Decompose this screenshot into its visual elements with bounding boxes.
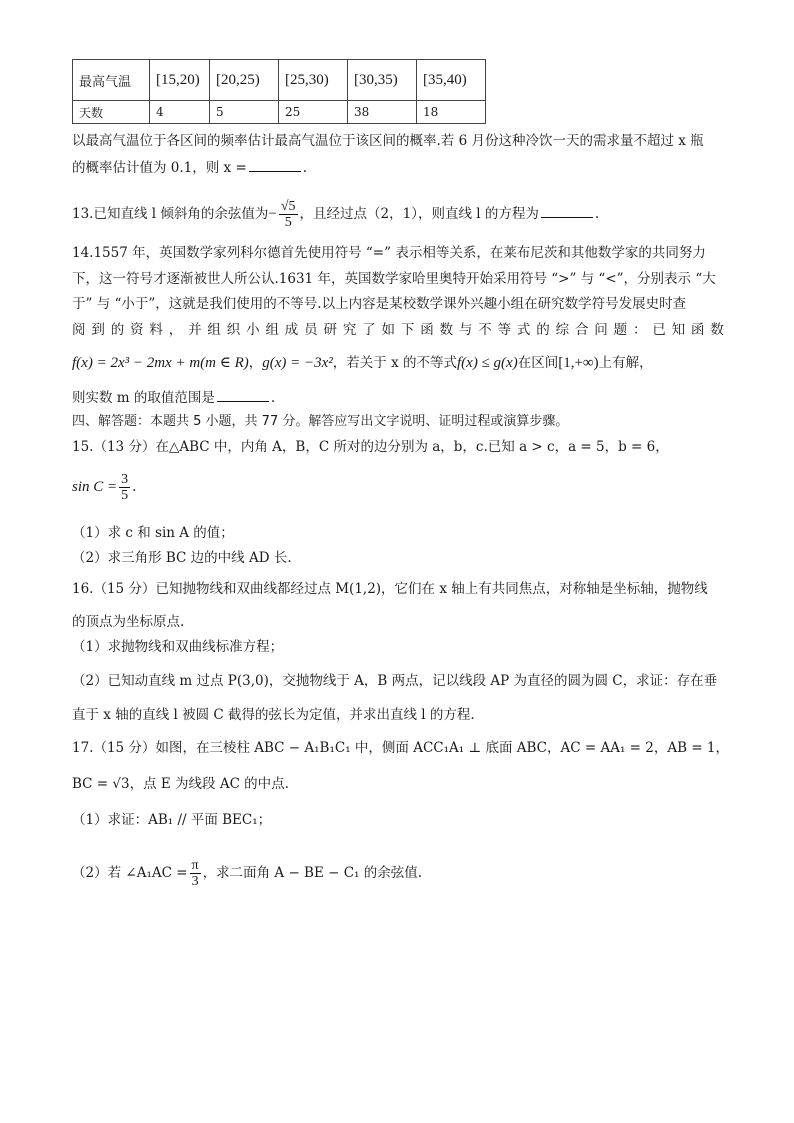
q17-part2-text-b: ，求二面角 A − BE − C₁ 的余弦值. (202, 865, 423, 881)
q14-char: 了 (362, 322, 376, 338)
q14-char: 小 (246, 322, 260, 338)
q14-char: 如 (381, 322, 395, 338)
q12-line2 (72, 157, 307, 178)
table-cell-days: 38 (348, 101, 417, 124)
q12-line2-text: 的概率估计值为 0.1，则 x = (72, 160, 247, 176)
q17-fraction (190, 858, 201, 889)
q14-char: 函 (420, 322, 434, 338)
q14-char: 研 (323, 322, 337, 338)
q14-func-g: g(x) = −3x² (262, 355, 333, 371)
q14-interval: [1,+∞) (558, 355, 599, 371)
q15-fraction (119, 472, 130, 503)
q15-fraction-num: 3 (121, 472, 129, 487)
table-cell-days: 18 (417, 101, 486, 124)
table-cell-interval: [15,20) (150, 60, 210, 101)
q14-char: 织 (226, 322, 241, 338)
q14-char: 料 (149, 322, 163, 338)
q12-line1: 以最高气温位于各区间的频率估计最高气温位于该区间的概率.若 6 月份这种冷饮一天的需求量不超过 x 瓶 (72, 133, 704, 149)
q14-char: 数 (439, 322, 454, 338)
q15-fraction-den: 5 (121, 488, 129, 503)
q14-char: 不 (478, 322, 492, 338)
q16-part1: （1）求抛物线和双曲线标准方程； (72, 639, 284, 655)
table-days-label: 天数 (73, 101, 150, 124)
q14-char: 与 (458, 322, 473, 338)
table-cell-interval: [35,40) (417, 60, 486, 101)
q14-char: ， (168, 322, 183, 338)
q13-fraction-den: 5 (284, 215, 292, 230)
table-row-temperature (73, 60, 486, 101)
q17-line1: 17.（15 分）如图，在三棱柱 ABC − A₁B₁C₁ 中，侧面 ACC₁A₁ ⊥ 底面 ABC，AC = AA₁ = 2，AB = 1， (72, 740, 730, 756)
q14-text-d: 上有解， (598, 355, 653, 371)
q17-fraction-num: π (191, 858, 199, 873)
q16-line2: 的顶点为坐标原点. (72, 614, 185, 630)
q13-text-a: 13.已知直线 l 倾斜角的余弦值为 (72, 206, 269, 222)
q16-part2-line2: 直于 x 轴的直线 l 被圆 C 截得的弦长为定值，并求出直线 l 的方程. (72, 707, 475, 723)
q14-char: 资 (130, 322, 144, 338)
q14-char: 式 (516, 322, 531, 338)
q14-char: 合 (574, 322, 589, 338)
q14-char: 下 (400, 322, 415, 338)
q15-line2 (72, 469, 136, 505)
q14-char: 组 (265, 322, 279, 338)
q14-char: 题 (613, 322, 628, 338)
q14-char: 成 (284, 322, 299, 338)
q14-text-c: 在区间 (517, 355, 559, 371)
table-cell-interval: [30,35) (348, 60, 417, 101)
q14-char: 并 (188, 322, 202, 338)
q14-char: ： (632, 322, 647, 338)
q17-line2: BC = √3，点 E 为线段 AC 的中点. (72, 776, 289, 792)
table-row-days (73, 101, 486, 124)
q13-text-b: ，且经过点（2，1），则直线 l 的方程为 (299, 206, 539, 222)
answer-blank (217, 387, 269, 402)
q14-line4 (72, 320, 724, 340)
q14-line5 (72, 351, 653, 375)
q14-char: 员 (304, 322, 318, 338)
q15-sin-end: . (132, 479, 137, 495)
q14-func-f: f(x) = 2x³ − 2mx + m(m ∈ R) (72, 355, 249, 371)
q14-line6-text: 则实数 m 的取值范围是 (72, 390, 215, 406)
q15-part1: （1）求 c 和 sin A 的值； (72, 525, 234, 541)
table-header-label: 最高气温 (73, 60, 150, 101)
table-cell-interval: [25,30) (279, 60, 348, 101)
q14-line3: 于” 与 “小于”，这就是我们使用的不等号.以上内容是某校数学课外兴趣小组在研究数学符号发展史时查 (72, 296, 687, 312)
q13-line (72, 198, 599, 230)
q16-line1: 16.（15 分）已知抛物线和双曲线都经过点 M(1,2)，它们在 x 轴上有共同焦点，对称轴是坐标轴，抛物线 (72, 581, 708, 597)
q14-char: 究 (342, 322, 357, 338)
q14-line6-end: . (270, 390, 276, 406)
q13-fraction (279, 199, 298, 230)
q15-part2: （2）求三角形 BC 边的中线 AD 长. (72, 550, 292, 566)
q14-char: 已 (652, 322, 666, 338)
q14-char: 问 (594, 322, 608, 338)
table-cell-interval: [20,25) (210, 60, 279, 101)
q13-neg-sign: − (268, 206, 277, 222)
q14-char: 组 (207, 322, 221, 338)
q14-char: 到 (91, 322, 105, 338)
section-heading: 四、解答题：本题共 5 小题，共 77 分。解答应写出文字说明、证明过程或演算步骤。 (72, 414, 569, 429)
q14-char: 知 (671, 322, 686, 338)
table-cell-days: 4 (150, 101, 210, 124)
q17-fraction-den: 3 (191, 874, 199, 889)
q14-char: 函 (691, 322, 705, 338)
q14-line1: 14.1557 年，英国数学家列科尔德首先使用符号 “=” 表示相等关系，在莱布尼茨和其他数学家的共同努力 (72, 245, 706, 261)
q14-char: 的 (536, 322, 550, 338)
q17-part2 (72, 855, 422, 891)
q14-line6 (72, 387, 275, 408)
q13-fraction-num: √5 (280, 199, 296, 214)
q15-sin-label: sin C = (72, 479, 118, 495)
q14-text-b: ，若关于 x 的不等式 (332, 355, 457, 371)
q17-part1: （1）求证：AB₁ // 平面 BEC₁； (72, 812, 272, 828)
q14-char: 等 (497, 322, 512, 338)
q13-text-c: . (594, 206, 600, 222)
table-cell-days: 25 (279, 101, 348, 124)
q14-char: 综 (555, 322, 570, 338)
table-cell-days: 5 (210, 101, 279, 124)
temperature-table (72, 59, 486, 124)
q14-line2: 下，这一符号才逐渐被世人所公认.1631 年，英国数学家哈里奥特开始采用符号 “>” 与 “<”，分别表示 “大 (72, 271, 716, 287)
q14-sep: ， (248, 355, 263, 371)
q14-char: 阅 (72, 322, 86, 338)
q16-part2-line1: （2）已知动直线 m 过点 P(3,0)，交抛物线于 A，B 两点，记以线段 AP 为直径的圆为圆 C，求证：存在垂 (72, 673, 718, 689)
q12-line2-end: . (302, 160, 308, 176)
q14-char: 的 (110, 322, 125, 338)
q14-inequality: f(x) ≤ g(x) (457, 355, 518, 371)
q15-line1: 15.（13 分）在△ABC 中，内角 A，B，C 所对的边分别为 a，b，c.已知 a > c，a = 5，b = 6， (72, 439, 669, 455)
q14-char: 数 (710, 322, 724, 338)
answer-blank (541, 203, 593, 218)
q17-part2-text-a: （2）若 ∠A₁AC = (72, 865, 188, 881)
answer-blank (249, 157, 301, 172)
